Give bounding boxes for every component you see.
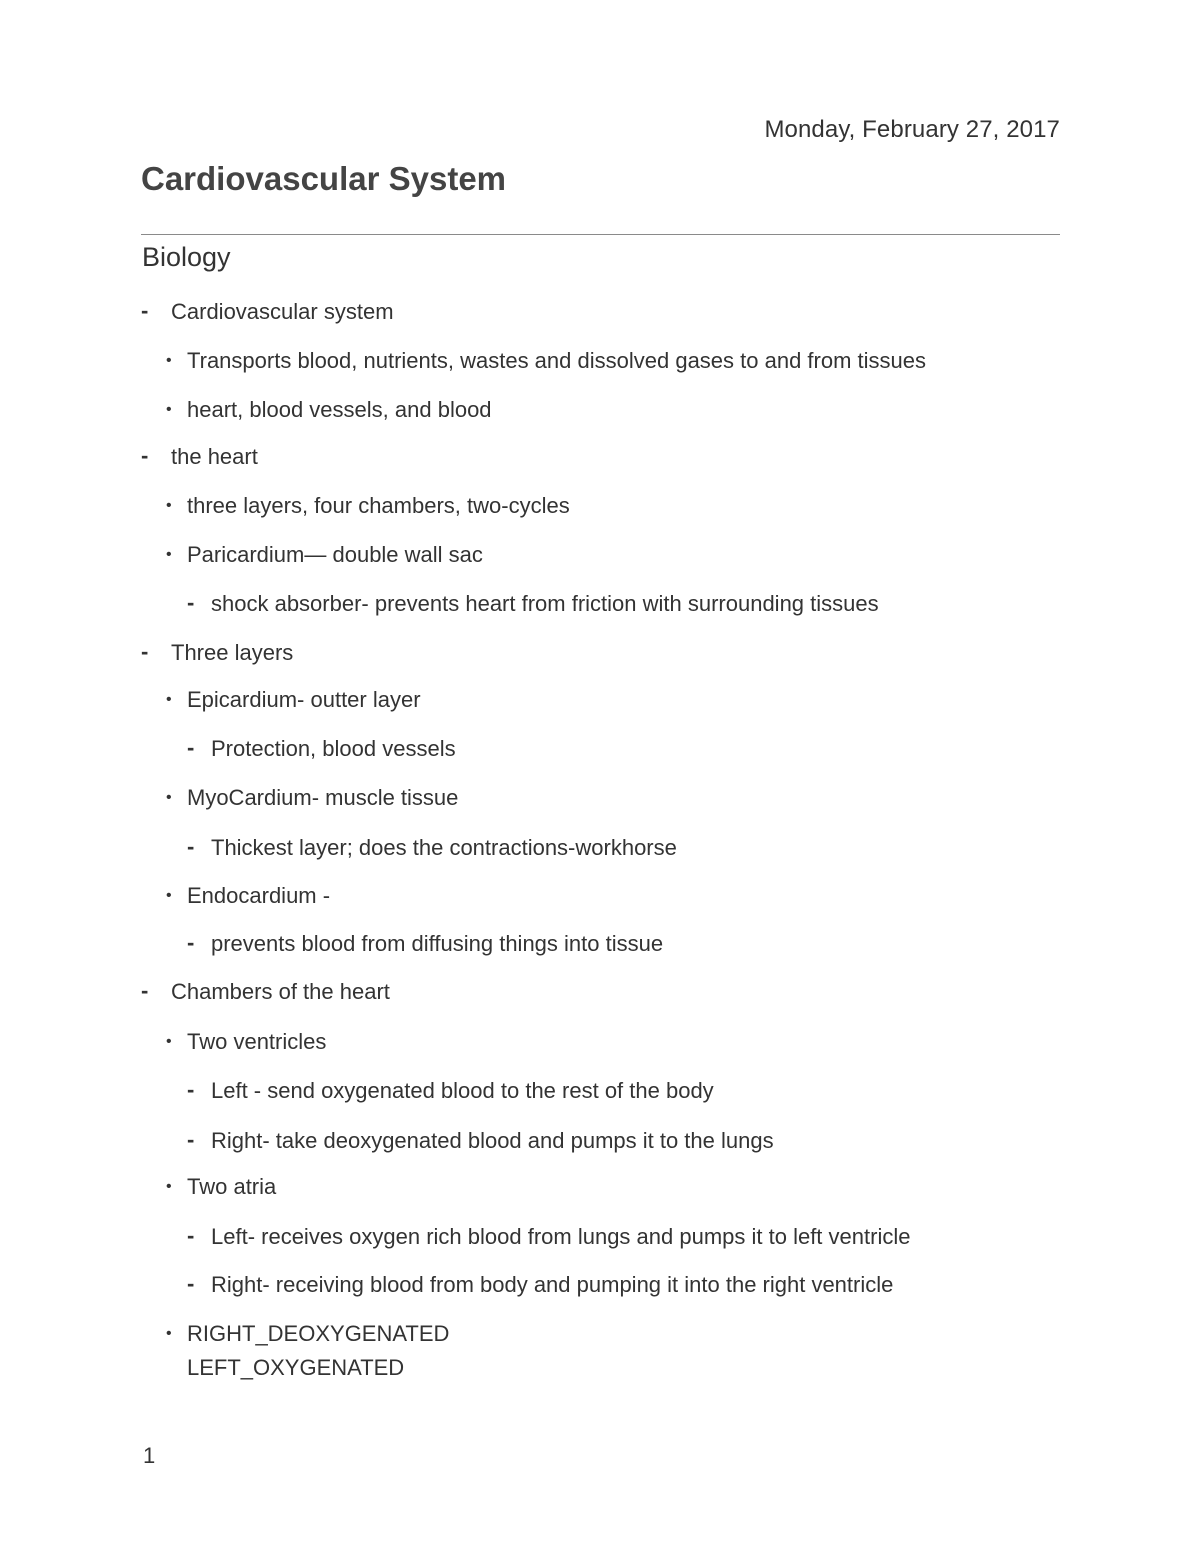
title-divider bbox=[141, 234, 1060, 235]
dash-marker: - bbox=[141, 443, 149, 468]
outline-subsubitem: Protection, blood vessels bbox=[211, 736, 456, 761]
dash-marker: - bbox=[187, 1077, 195, 1102]
bullet-marker: • bbox=[166, 352, 172, 369]
bullet-marker: • bbox=[166, 401, 172, 418]
outline-subsubitem: Right- receiving blood from body and pumping it into the right ventricle bbox=[211, 1272, 894, 1297]
bullet-marker: • bbox=[166, 887, 172, 904]
section-heading: Biology bbox=[142, 242, 231, 272]
dash-marker: - bbox=[187, 1223, 195, 1248]
bullet-marker: • bbox=[166, 1178, 172, 1195]
bullet-marker: • bbox=[166, 546, 172, 563]
dash-marker: - bbox=[187, 735, 195, 760]
outline-subitem: Epicardium- outter layer bbox=[187, 687, 421, 712]
outline-subsubitem: Left - send oxygenated blood to the rest of the body bbox=[211, 1078, 714, 1103]
outline-subitem: Two atria bbox=[187, 1174, 277, 1199]
dash-marker: - bbox=[141, 978, 149, 1003]
page-number: 1 bbox=[143, 1443, 156, 1468]
bullet-marker: • bbox=[166, 1325, 172, 1342]
outline-subsubitem: Right- take deoxygenated blood and pumps it to the lungs bbox=[211, 1128, 774, 1153]
outline-subsubitem: shock absorber- prevents heart from friction with surrounding tissues bbox=[211, 591, 879, 616]
bullet-marker: • bbox=[166, 691, 172, 708]
bullet-marker: • bbox=[166, 1033, 172, 1050]
dash-marker: - bbox=[141, 298, 149, 323]
outline-subitem: three layers, four chambers, two-cycles bbox=[187, 493, 570, 518]
outline-subsubitem: Thickest layer; does the contractions-workhorse bbox=[211, 835, 677, 860]
outline-item-cardiovascular-system: Cardiovascular system bbox=[171, 299, 394, 324]
dash-marker: - bbox=[187, 590, 195, 615]
outline-item-the-heart: the heart bbox=[171, 444, 258, 469]
outline-subitem: Paricardium— double wall sac bbox=[187, 542, 483, 567]
dash-marker: - bbox=[187, 930, 195, 955]
outline-subitem: Transports blood, nutrients, wastes and dissolved gases to and from tissues bbox=[187, 348, 927, 373]
outline-subitem: RIGHT_DEOXYGENATED bbox=[187, 1321, 450, 1346]
outline-subitem-continuation: LEFT_OXYGENATED bbox=[187, 1355, 405, 1380]
outline-item-chambers: Chambers of the heart bbox=[171, 979, 390, 1004]
document-date: Monday, February 27, 2017 bbox=[764, 116, 1060, 143]
outline-subitem: heart, blood vessels, and blood bbox=[187, 397, 492, 422]
outline-item-three-layers: Three layers bbox=[171, 640, 294, 665]
bullet-marker: • bbox=[166, 789, 172, 806]
dash-marker: - bbox=[141, 639, 149, 664]
outline-subsubitem: Left- receives oxygen rich blood from lungs and pumps it to left ventricle bbox=[211, 1224, 911, 1249]
dash-marker: - bbox=[187, 1271, 195, 1296]
page-title: Cardiovascular System bbox=[141, 160, 507, 197]
dash-marker: - bbox=[187, 834, 195, 859]
outline-subsubitem: prevents blood from diffusing things into tissue bbox=[211, 931, 664, 956]
dash-marker: - bbox=[187, 1127, 195, 1152]
outline-subitem: MyoCardium- muscle tissue bbox=[187, 785, 459, 810]
bullet-marker: • bbox=[166, 497, 172, 514]
outline-subitem: Two ventricles bbox=[187, 1029, 327, 1054]
outline-subitem: Endocardium - bbox=[187, 883, 331, 908]
